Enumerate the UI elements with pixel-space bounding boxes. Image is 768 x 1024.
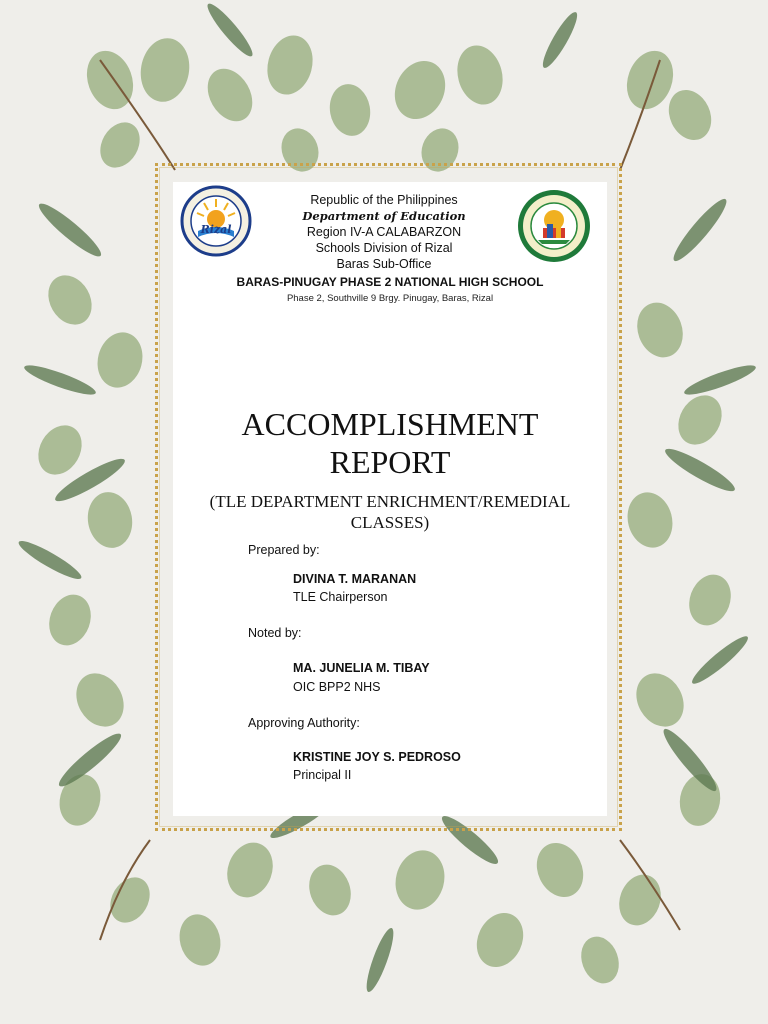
leaf-shape — [362, 926, 398, 995]
leaf-shape — [451, 40, 509, 109]
report-title — [180, 405, 600, 481]
leaf-shape — [15, 536, 84, 584]
school-address: Phase 2, Southville 9 Brgy. Pinugay, Baras, Rizal — [286, 293, 494, 304]
leaf-shape — [102, 870, 157, 930]
report-subtitle — [192, 491, 588, 533]
prepared-by-role: TLE Chairperson — [293, 590, 388, 604]
leaf-shape — [668, 194, 732, 266]
leaf-shape — [612, 869, 667, 932]
approving-authority-role: Principal II — [293, 768, 352, 782]
school-name: BARAS-PINUGAY PHASE 2 NATIONAL HIGH SCHOOL — [236, 275, 544, 289]
seal-emblem-text: Rizal — [200, 223, 232, 236]
prepared-by-name: DIVINA T. MARANAN — [293, 572, 417, 586]
report-title-line2: REPORT — [329, 444, 451, 480]
republic-line: Republic of the Philippines — [310, 193, 458, 207]
leaf-shape — [688, 631, 752, 688]
leaf-shape — [682, 360, 758, 399]
leaf-shape — [622, 487, 679, 552]
report-subtitle-line1: (TLE DEPARTMENT ENRICHMENT/REMEDIAL — [209, 492, 571, 511]
approving-authority-name: KRISTINE JOY S. PEDROSO — [293, 750, 461, 764]
leaf-shape — [302, 859, 357, 922]
leaf-shape — [326, 81, 374, 139]
leaf-shape — [661, 83, 719, 147]
leaf-shape — [203, 0, 257, 61]
noted-by-name: MA. JUNELIA M. TIBAY — [293, 661, 430, 675]
leaf-shape — [67, 665, 133, 735]
approving-authority-label: Approving Authority: — [248, 716, 360, 730]
leaf-shape — [468, 905, 532, 974]
leaf-shape — [627, 665, 693, 735]
leaf-shape — [220, 836, 280, 904]
prepared-by-label: Prepared by: — [248, 543, 320, 557]
leaf-shape — [83, 489, 136, 552]
region-line: Region IV-A CALABARZON — [306, 225, 462, 239]
leaf-shape — [30, 417, 91, 482]
leaf-shape — [389, 845, 451, 915]
report-title-line1: ACCOMPLISHMENT — [241, 406, 539, 442]
leaf-shape — [261, 30, 319, 99]
noted-by-role: OIC BPP2 NHS — [293, 680, 381, 694]
leaf-shape — [92, 115, 147, 175]
letterhead — [200, 192, 568, 272]
leaf-shape — [136, 34, 194, 105]
report-subtitle-line2: CLASSES) — [350, 513, 430, 532]
leaf-shape — [538, 9, 582, 71]
leaf-shape — [22, 360, 98, 399]
leaf-shape — [92, 327, 149, 392]
leaf-shape — [661, 443, 738, 497]
division-line: Schools Division of Rizal — [315, 241, 453, 255]
sub-office-line: Baras Sub-Office — [336, 257, 432, 271]
leaf-shape — [34, 198, 106, 262]
noted-by-label: Noted by: — [248, 626, 302, 640]
leaf-shape — [40, 267, 101, 332]
leaf-shape — [174, 910, 226, 971]
leaf-shape — [682, 569, 737, 632]
leaf-shape — [630, 296, 690, 364]
leaf-shape — [670, 387, 731, 452]
department-line: Department of Education — [302, 209, 466, 223]
leaf-shape — [199, 61, 262, 129]
leaf-shape — [386, 53, 455, 128]
leaf-shape — [575, 931, 625, 988]
leaf-shape — [528, 835, 592, 904]
leaf-shape — [42, 589, 97, 652]
